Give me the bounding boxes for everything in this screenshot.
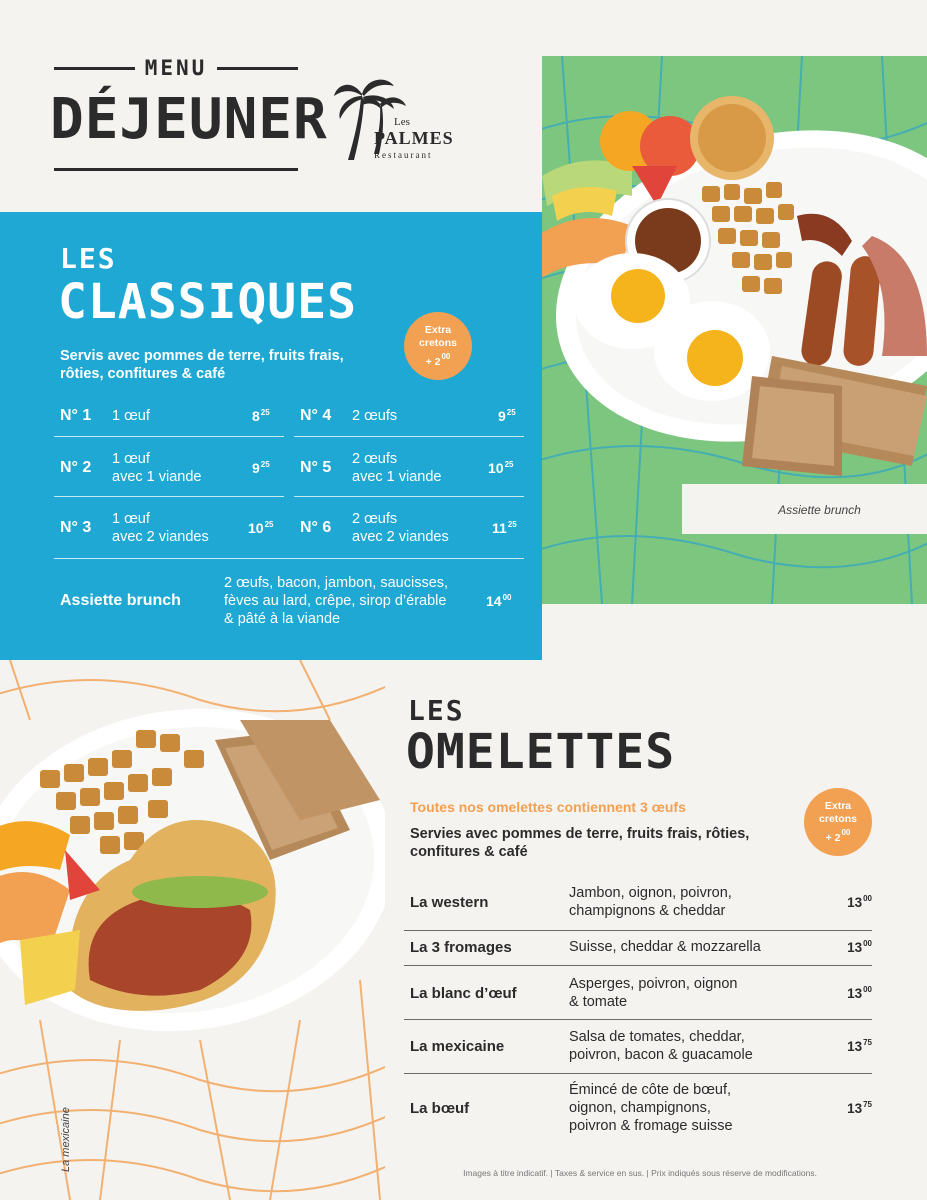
item-desc: Émincé de côte de bœuf, oignon, champignons, poivron & fromage suisse [569,1082,733,1134]
omelette-item-3-fromages [404,937,872,957]
classique-item-1 [60,407,278,425]
extra-cretons-badge-omelettes [804,788,872,856]
caption-mexicaine: La mexicaine [60,1107,72,1172]
item-number: N° 6 [300,519,332,536]
item-number: N° 5 [300,459,332,476]
item-desc: 1 œuf avec 1 viande [112,451,202,485]
item-desc: Salsa de tomates, cheddar, poivron, bacon & guacamole [569,1029,753,1063]
menu-label-rule-right [217,67,298,70]
item-desc: 2 œufs, bacon, jambon, saucisses, fèves au lard, crêpe, sirop d’érable & pâté à la viande [224,575,449,627]
badge-line1: Extra [824,799,852,812]
row-divider [294,496,524,497]
omelette-item-western [404,883,872,921]
item-price: $10^{25}$ [488,460,514,476]
row-divider [404,1073,872,1074]
menu-label [54,58,298,78]
title-underline [54,168,298,171]
omelettes-note: Toutes nos omelettes contiennent 3 œufs [410,799,686,815]
item-desc: 2 œufs avec 2 viandes [352,511,449,545]
item-desc: 1 œuf [112,408,150,424]
leaf-pattern-orange [0,660,385,1200]
classiques-title-small: LES [60,242,117,275]
item-price: $8^{25}$ [252,408,270,424]
classique-item-5 [300,450,518,486]
caption-brunch: Assiette brunch [778,503,861,517]
item-desc: 1 œuf avec 2 viandes [112,511,209,545]
menu-label-text: MENU [144,56,208,80]
classiques-subtitle: Servis avec pommes de terre, fruits frais, rôties, confitures & café [60,348,344,382]
item-price: $13^{00}$ [847,894,872,910]
page-title: DÉJEUNER [50,87,328,152]
omelettes-title-small: LES [408,694,465,727]
logo-text-restaurant: Restaurant [374,150,433,160]
classique-item-6 [300,510,518,546]
badge-line1: Extra [424,323,452,336]
classique-item-3 [60,510,278,546]
extra-cretons-badge [404,312,472,380]
classiques-title: CLASSIQUES [58,274,357,330]
omelette-item-blanc-oeuf [404,974,872,1012]
menu-label-rule-left [54,67,135,70]
row-divider [404,1019,872,1020]
classiques-section [0,212,542,660]
classique-item-2 [60,450,278,486]
omelette-item-mexicaine [404,1027,872,1065]
badge-line2: cretons [419,336,457,349]
item-desc: Jambon, oignon, poivron, champignons & cheddar [569,885,732,919]
item-desc: Suisse, cheddar & mozzarella [569,939,761,955]
row-divider [404,930,872,931]
badge-price: + $2^{00}$ [825,827,851,844]
item-desc: Asperges, poivron, oignon & tomate [569,976,738,1010]
item-number: N° 1 [60,407,92,424]
item-price: $13^{00}$ [847,939,872,955]
item-price: $13^{00}$ [847,985,872,1001]
item-desc: 2 œufs [352,408,398,424]
item-price: $10^{25}$ [248,520,274,536]
item-price: $13^{75}$ [847,1038,872,1054]
badge-price: + $2^{00}$ [425,351,451,368]
row-divider [54,496,284,497]
row-divider [404,965,872,966]
omelette-item-boeuf [404,1080,872,1136]
item-price: $9^{25}$ [252,460,270,476]
item-name: La bœuf [410,1099,470,1117]
item-price: $11^{25}$ [492,520,517,536]
item-number: N° 2 [60,459,92,476]
row-divider [294,436,524,437]
item-price: $13^{75}$ [847,1100,872,1116]
footer-disclaimer: Images à titre indicatif. | Taxes & service en sus. | Prix indiqués sous réserve de modifications. [463,1168,817,1178]
item-number: N° 4 [300,407,332,424]
item-name: Assiette brunch [60,592,181,609]
omelettes-title: OMELETTES [406,724,676,780]
item-number: N° 3 [60,519,92,536]
logo-text-palmes: PALMES [374,128,454,148]
row-divider [54,436,284,437]
row-divider [54,558,524,559]
item-name: La western [410,893,489,911]
logo-text-les: Les [394,116,410,128]
item-price: $9^{25}$ [498,408,516,424]
item-name: La blanc d’œuf [410,984,517,1002]
item-name: La mexicaine [410,1037,505,1055]
item-price: $14^{00}$ [486,593,512,609]
item-name: La 3 fromages [410,938,512,956]
omelette-photo [0,660,385,1200]
assiette-brunch-item [60,574,520,628]
badge-line2: cretons [819,812,857,825]
classique-item-4 [300,407,518,425]
item-desc: 2 œufs avec 1 viande [352,451,442,485]
omelettes-subtitle: Servies avec pommes de terre, fruits frais, rôties, confitures & café [410,826,750,860]
